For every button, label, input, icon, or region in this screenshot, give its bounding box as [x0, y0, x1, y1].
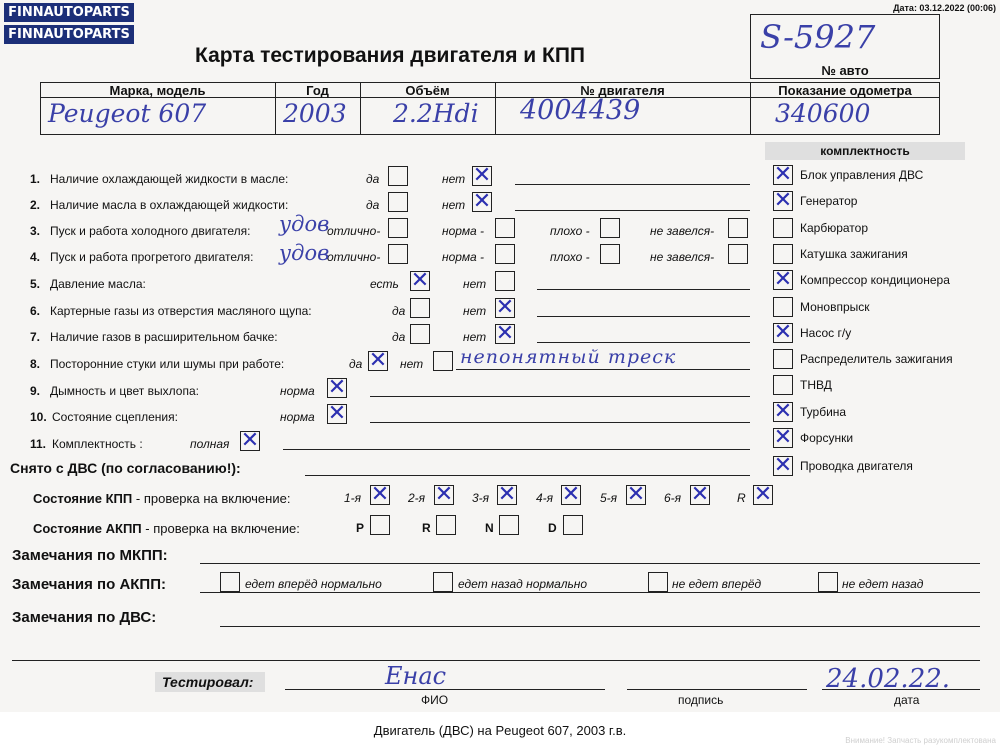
answer-checkbox[interactable]	[495, 271, 515, 291]
kit-label: Компрессор кондиционера	[800, 273, 950, 287]
car-number-label: № авто	[821, 63, 869, 78]
mode-label: R	[422, 521, 431, 535]
notes-line	[537, 342, 750, 343]
kit-label: Катушка зажигания	[800, 247, 908, 261]
question-text: Давление масла:	[50, 277, 146, 291]
option-label: нет	[442, 198, 466, 212]
head-label-model: Марка, модель	[109, 83, 206, 98]
gear-label: 1-я	[344, 491, 362, 505]
gear-label: 5-я	[600, 491, 618, 505]
check-mark: ✕	[327, 375, 347, 400]
mode-label: D	[548, 521, 557, 535]
brand-logo: FINNAUTOPARTS	[4, 25, 134, 44]
answer-checkbox[interactable]	[410, 298, 430, 318]
notes-line	[220, 626, 980, 627]
kit-label: Карбюратор	[800, 221, 869, 235]
check-mark: ✕	[410, 268, 430, 293]
check-mark: ✕	[370, 482, 390, 507]
check-mark: ✕	[773, 162, 793, 187]
gear-label: 2-я	[408, 491, 426, 505]
answer-checkbox[interactable]	[728, 244, 748, 264]
mode-checkbox[interactable]	[436, 515, 456, 535]
akpp-remark-checkbox[interactable]	[648, 572, 668, 592]
check-mark: ✕	[495, 321, 515, 346]
signature-line	[627, 689, 807, 690]
kit-label: Блок управления ДВС	[800, 168, 924, 182]
option-label: плохо -	[550, 224, 590, 238]
akpp-remark-label: едет назад нормально	[458, 577, 588, 591]
check-mark: ✕	[773, 425, 793, 450]
handwritten-answer: удов	[279, 241, 330, 265]
answer-checkbox[interactable]	[600, 218, 620, 238]
notes-line	[283, 449, 750, 450]
kit-checkbox[interactable]	[773, 375, 793, 395]
option-label: да	[349, 357, 363, 371]
removed-from-engine-label: Снято с ДВС (по согласованию!):	[10, 460, 241, 476]
question-number: 4.	[30, 250, 41, 264]
option-label: нет	[463, 304, 487, 318]
kit-label: Распределитель зажигания	[800, 352, 953, 366]
answer-checkbox[interactable]	[388, 192, 408, 212]
signature-caption: подпись	[678, 693, 724, 707]
notes-line	[537, 316, 750, 317]
image-caption: Двигатель (ДВС) на Peugeot 607, 2003 г.в.	[0, 712, 1000, 750]
option-label: да	[366, 198, 380, 212]
option-label: отлично-	[327, 250, 381, 264]
question-number: 10.	[30, 410, 47, 424]
head-label-odometer: Показание одометра	[778, 83, 912, 98]
check-mark: ✕	[561, 482, 581, 507]
question-text: Дымность и цвет выхлопа:	[50, 384, 199, 398]
answer-checkbox[interactable]	[388, 166, 408, 186]
option-label: норма	[280, 410, 315, 424]
answer-checkbox[interactable]	[495, 244, 515, 264]
option-label: плохо -	[550, 250, 590, 264]
question-text: Состояние сцепления:	[52, 410, 178, 424]
kit-checkbox[interactable]	[773, 349, 793, 369]
tested-by-label: Тестировал:	[162, 674, 254, 690]
akpp-remark-label: едет вперёд нормально	[245, 577, 382, 591]
question-number: 5.	[30, 277, 41, 291]
question-text: Пуск и работа прогретого двигателя:	[50, 250, 254, 264]
check-mark: ✕	[773, 320, 793, 345]
mode-label: P	[356, 521, 365, 535]
check-mark: ✕	[753, 482, 773, 507]
akpp-remark-checkbox[interactable]	[220, 572, 240, 592]
gear-label: R	[737, 491, 746, 505]
name-line	[285, 689, 605, 690]
question-number: 8.	[30, 357, 41, 371]
notes-line	[370, 422, 750, 423]
manual-gearbox-remarks-label: Замечания по МКПП:	[12, 547, 168, 564]
question-number: 6.	[30, 304, 41, 318]
check-mark: ✕	[472, 163, 492, 188]
notes-line	[200, 563, 980, 564]
question-text: Наличие масла в охлаждающей жидкости:	[50, 198, 289, 212]
option-label: нет	[400, 357, 424, 371]
kit-checkbox[interactable]	[773, 218, 793, 238]
option-label: есть	[370, 277, 399, 291]
option-label: нет	[463, 330, 487, 344]
option-label: нет	[442, 172, 466, 186]
question-number: 3.	[30, 224, 41, 238]
engine-remarks-label: Замечания по ДВС:	[12, 609, 157, 626]
kit-label: Насос г/у	[800, 326, 852, 340]
head-label-year: Год	[306, 83, 329, 98]
head-value-year: 2003	[283, 99, 347, 128]
option-label: не завелся-	[650, 224, 715, 238]
question-number: 9.	[30, 384, 41, 398]
name-caption: ФИО	[421, 693, 449, 707]
option-label: отлично-	[327, 224, 381, 238]
option-label: норма	[280, 384, 315, 398]
akpp-remark-checkbox[interactable]	[433, 572, 453, 592]
kit-label: Проводка двигателя	[800, 459, 913, 473]
question-number: 7.	[30, 330, 41, 344]
question-text: Картерные газы из отверстия масляного щупа:	[50, 304, 312, 318]
check-mark: ✕	[495, 295, 515, 320]
mode-label: N	[485, 521, 494, 535]
kit-label: Турбина	[800, 405, 847, 419]
notes-line	[305, 475, 750, 476]
check-mark: ✕	[773, 267, 793, 292]
akpp-remark-label: не едет назад	[842, 577, 924, 591]
kit-label: Форсунки	[800, 431, 854, 445]
answer-checkbox[interactable]	[728, 218, 748, 238]
kit-label: Генератор	[800, 194, 858, 208]
check-mark: ✕	[773, 188, 793, 213]
head-value-odometer: 340600	[775, 99, 871, 128]
kit-label: ТНВД	[800, 378, 832, 392]
handwritten-note: непонятный треск	[460, 346, 677, 368]
question-text: Комплектность :	[52, 437, 143, 451]
option-label: да	[392, 330, 406, 344]
notes-line	[515, 184, 750, 185]
date-line	[822, 689, 980, 690]
question-text: Наличие охлаждающей жидкости в масле:	[50, 172, 289, 186]
mode-checkbox[interactable]	[499, 515, 519, 535]
gear-label: 4-я	[536, 491, 554, 505]
notes-line	[370, 396, 750, 397]
head-value-model: Peugeot 607	[48, 99, 207, 128]
question-text: Пуск и работа холодного двигателя:	[50, 224, 251, 238]
option-label: норма -	[442, 250, 485, 264]
notes-line	[456, 369, 750, 370]
manual-gearbox-label: Состояние КПП - проверка на включение:	[33, 491, 291, 506]
notes-line	[537, 289, 750, 290]
head-value-volume: 2.2Hdi	[393, 99, 479, 128]
answer-checkbox[interactable]	[388, 244, 408, 264]
mode-checkbox[interactable]	[563, 515, 583, 535]
option-label: не завелся-	[650, 250, 715, 264]
check-mark: ✕	[368, 348, 388, 373]
option-label: нет	[463, 277, 487, 291]
notes-line	[200, 592, 980, 593]
check-mark: ✕	[690, 482, 710, 507]
check-mark: ✕	[497, 482, 517, 507]
brand-logo: FINNAUTOPARTS	[4, 3, 134, 22]
check-mark: ✕	[472, 189, 492, 214]
kit-label: Моновпрыск	[800, 300, 870, 314]
auto-gearbox-remarks-label: Замечания по АКПП:	[12, 576, 166, 593]
kit-checkbox[interactable]	[773, 244, 793, 264]
head-label-engine-no: № двигателя	[580, 83, 665, 98]
akpp-remark-checkbox[interactable]	[818, 572, 838, 592]
date-stamp: Дата: 03.12.2022 (00:06)	[893, 3, 996, 13]
mode-checkbox[interactable]	[370, 515, 390, 535]
check-mark: ✕	[626, 482, 646, 507]
kit-checkbox[interactable]	[773, 297, 793, 317]
question-number: 1.	[30, 172, 41, 186]
question-number: 2.	[30, 198, 41, 212]
option-label: норма -	[442, 224, 485, 238]
check-mark: ✕	[240, 428, 260, 453]
notes-line	[12, 660, 980, 661]
handwritten-answer: удов	[279, 212, 330, 236]
answer-checkbox[interactable]	[410, 324, 430, 344]
answer-checkbox[interactable]	[433, 351, 453, 371]
kit-title: комплектность	[765, 142, 965, 160]
answer-checkbox[interactable]	[495, 218, 515, 238]
option-label: да	[366, 172, 380, 186]
tester-name: Енас	[385, 662, 447, 690]
car-number-value: S-5927	[760, 18, 876, 56]
answer-checkbox[interactable]	[600, 244, 620, 264]
question-text: Посторонние стуки или шумы при работе:	[50, 357, 285, 371]
answer-checkbox[interactable]	[388, 218, 408, 238]
gear-label: 6-я	[664, 491, 682, 505]
gear-label: 3-я	[472, 491, 490, 505]
option-label: полная	[190, 437, 230, 451]
question-text: Наличие газов в расширительном бачке:	[50, 330, 278, 344]
question-number: 11.	[30, 437, 47, 451]
auto-gearbox-label: Состояние АКПП - проверка на включение:	[33, 521, 300, 536]
form-title: Карта тестирования двигателя и КПП	[195, 44, 586, 67]
check-mark: ✕	[434, 482, 454, 507]
date-caption: дата	[894, 693, 920, 707]
option-label: да	[392, 304, 406, 318]
test-date-value: 24.02.22.	[826, 664, 951, 694]
watermark: Внимание! Запчасть разукомплектована	[845, 736, 996, 745]
head-value-engine-no: 4004439	[520, 95, 641, 126]
head-label-volume: Объём	[405, 83, 450, 98]
akpp-remark-label: не едет вперёд	[672, 577, 762, 591]
check-mark: ✕	[773, 453, 793, 478]
notes-line	[515, 210, 750, 211]
check-mark: ✕	[773, 399, 793, 424]
check-mark: ✕	[327, 401, 347, 426]
